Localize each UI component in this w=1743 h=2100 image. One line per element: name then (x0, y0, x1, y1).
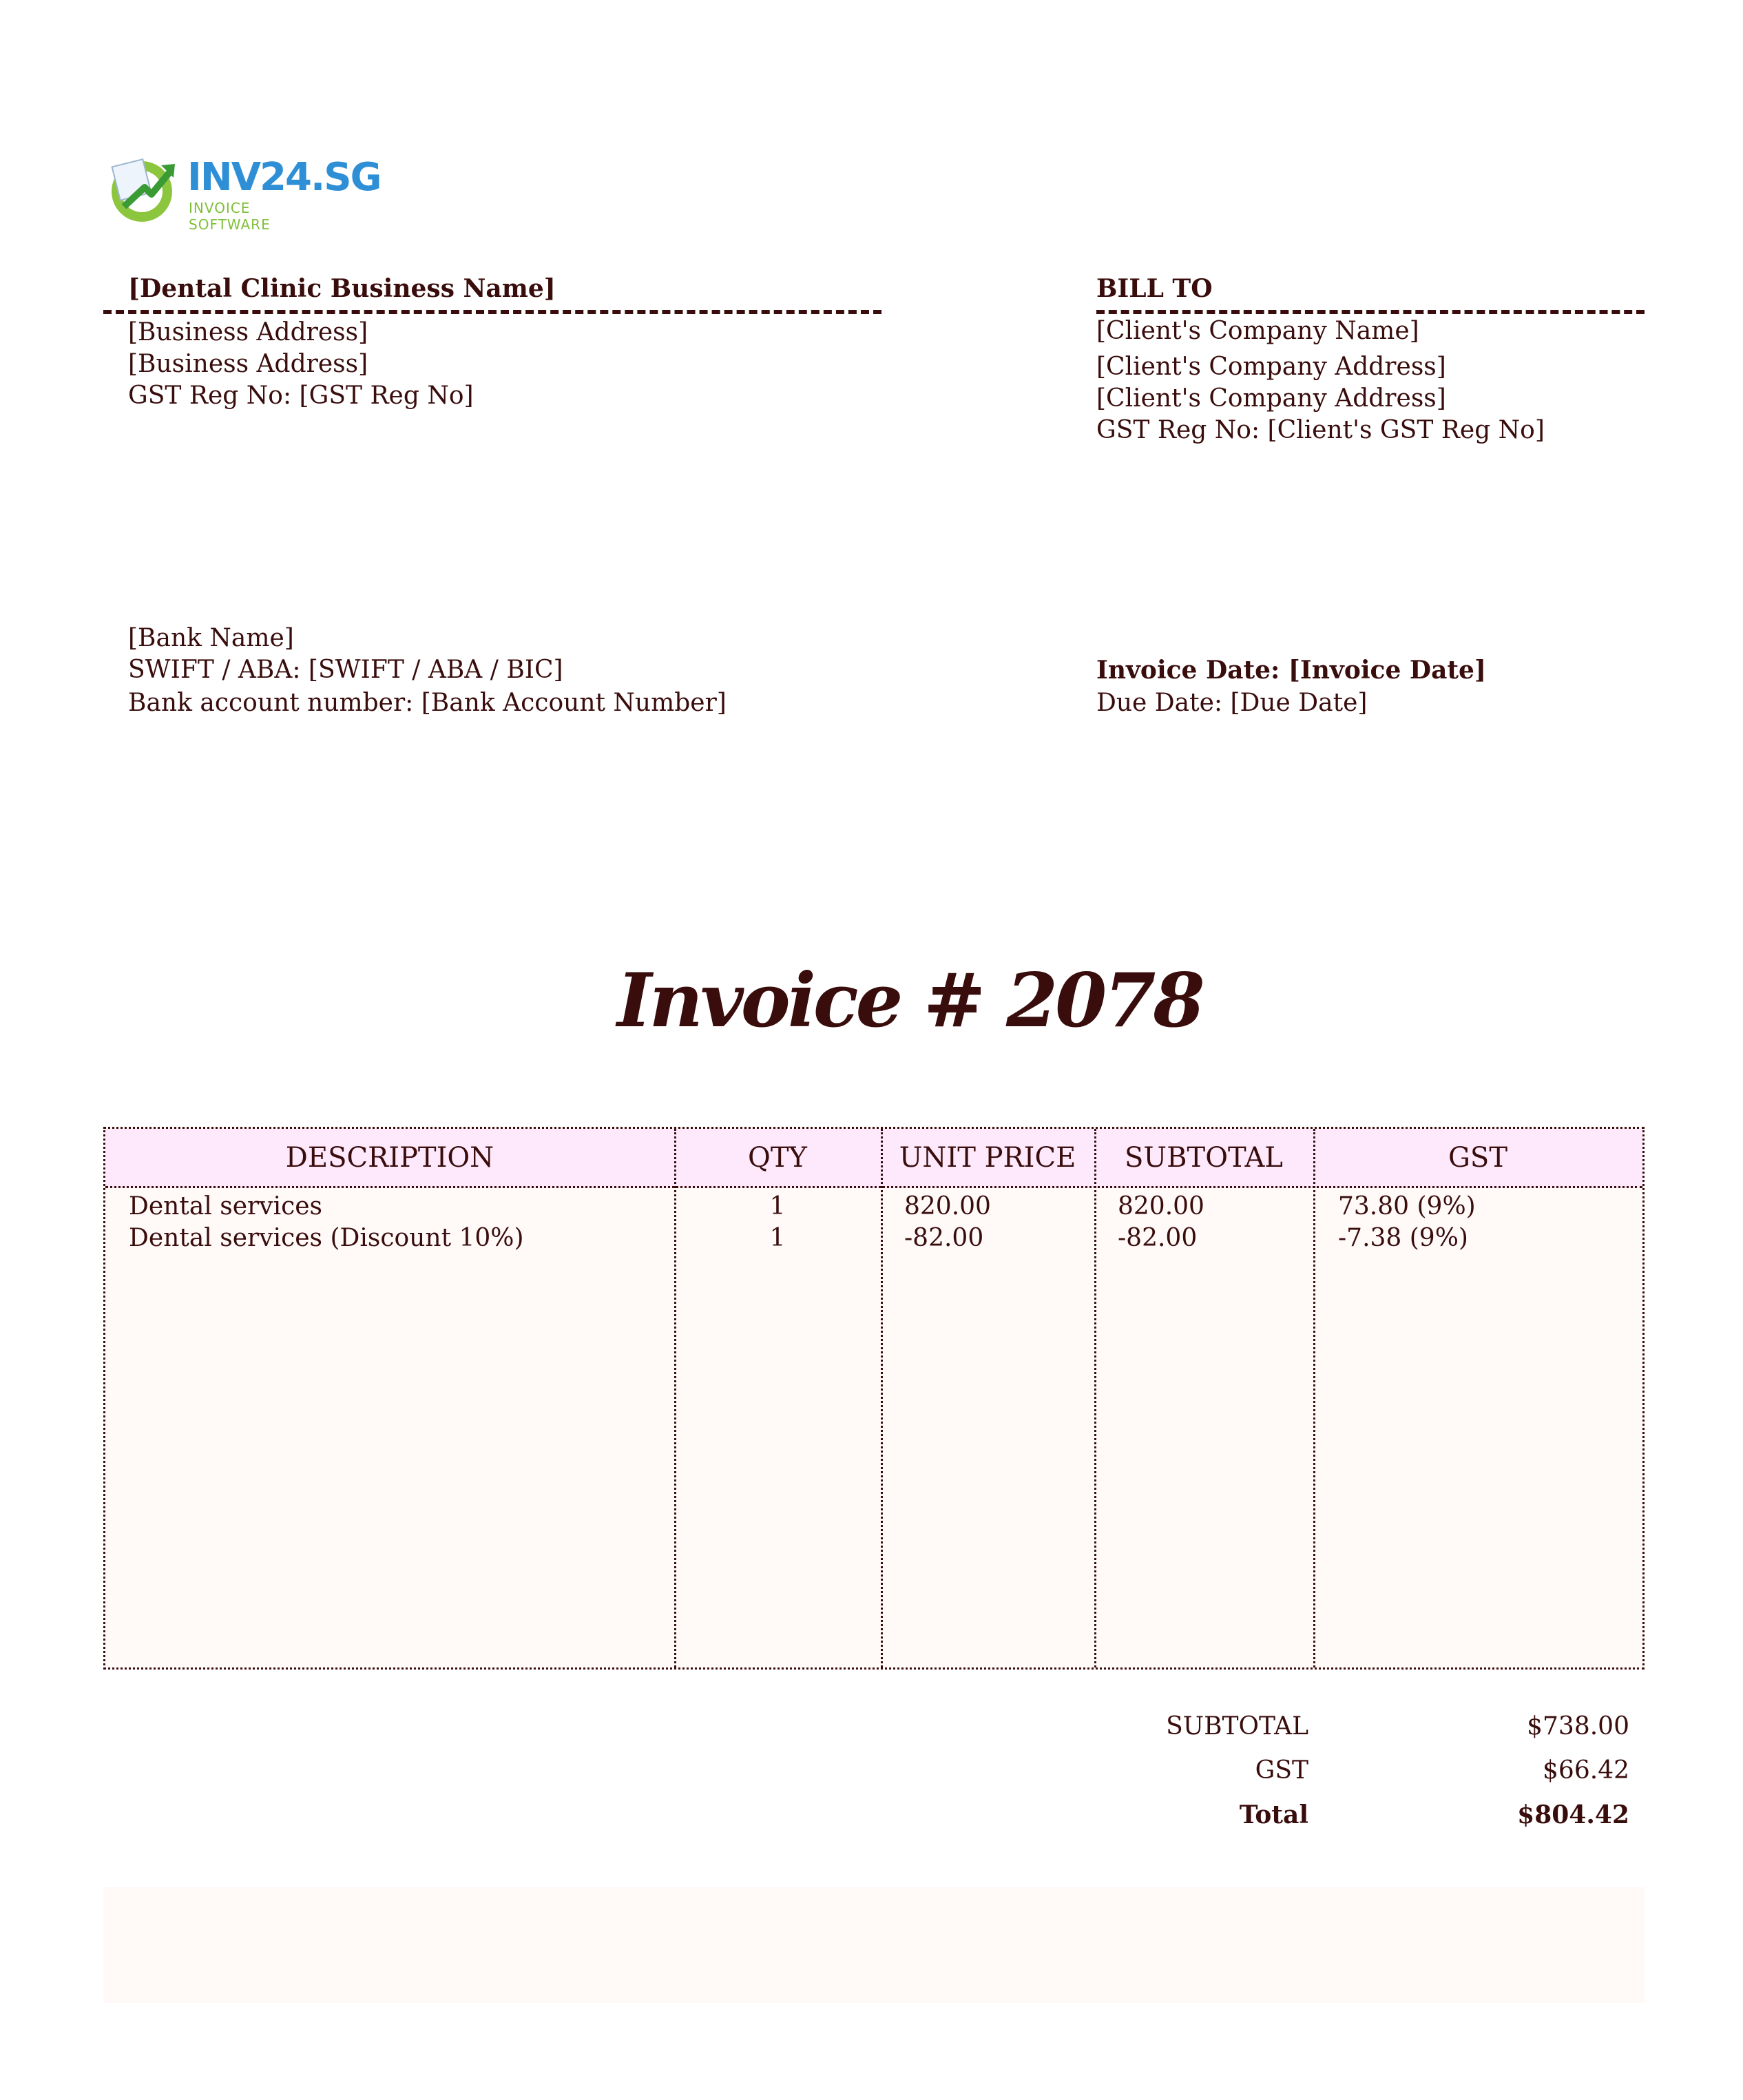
company-logo (106, 150, 381, 233)
header-subtotal: SUBTOTAL (1125, 1142, 1283, 1174)
row-2-subtotal: -82.00 (1118, 1224, 1198, 1252)
bill-to-heading: BILL TO (1096, 274, 1213, 303)
header-description: DESCRIPTION (285, 1142, 494, 1174)
seller-name: [Dental Clinic Business Name] (128, 274, 556, 303)
row-1-qty: 1 (769, 1192, 786, 1220)
invoice-title: Invoice # 2078 (617, 957, 1202, 1044)
gst-total-label: GST (1255, 1756, 1308, 1785)
items-table (103, 1127, 1645, 1670)
invoice-date: Invoice Date: [Invoice Date] (1096, 656, 1486, 685)
bill-to-divider (1096, 310, 1645, 314)
header-qty: QTY (748, 1142, 807, 1174)
client-address-2: [Client's Company Address] (1096, 384, 1446, 413)
bank-account: Bank account number: [Bank Account Number] (128, 689, 727, 717)
logo-wordmark: INV24.SG (187, 155, 381, 200)
client-gst: GST Reg No: [Client's GST Reg No] (1096, 416, 1545, 444)
client-address-1: [Client's Company Address] (1096, 353, 1446, 381)
seller-address-2: [Business Address] (128, 350, 368, 378)
due-date: Due Date: [Due Date] (1096, 689, 1368, 717)
row-2-gst: -7.38 (9%) (1338, 1224, 1468, 1252)
total-value: $804.42 (1517, 1800, 1629, 1829)
gst-total-value: $66.42 (1543, 1756, 1629, 1785)
column-divider (1094, 1129, 1096, 1667)
row-1-unit-price: 820.00 (904, 1192, 991, 1220)
seller-address-1: [Business Address] (128, 318, 368, 346)
row-2-unit-price: -82.00 (904, 1224, 984, 1252)
bank-swift: SWIFT / ABA: [SWIFT / ABA / BIC] (128, 656, 563, 684)
column-divider (1313, 1129, 1315, 1667)
subtotal-label: SUBTOTAL (1166, 1712, 1308, 1740)
bank-name: [Bank Name] (128, 624, 294, 652)
header-gst: GST (1448, 1142, 1508, 1174)
subtotal-value: $738.00 (1527, 1712, 1629, 1740)
client-company-name: [Client's Company Name] (1096, 317, 1419, 345)
row-2-description: Dental services (Discount 10%) (129, 1224, 524, 1252)
table-header-row (105, 1129, 1642, 1188)
header-unit-price: UNIT PRICE (899, 1142, 1076, 1174)
logo-tagline: INVOICE SOFTWARE (189, 200, 271, 233)
row-2-qty: 1 (769, 1224, 786, 1252)
row-1-description: Dental services (129, 1192, 323, 1220)
seller-gst: GST Reg No: [GST Reg No] (128, 382, 474, 410)
column-divider (881, 1129, 883, 1667)
row-1-subtotal: 820.00 (1118, 1192, 1204, 1220)
total-label: Total (1239, 1800, 1308, 1829)
logo-chart-icon (106, 153, 180, 222)
notes-box (103, 1887, 1645, 2003)
seller-divider (103, 310, 881, 314)
row-1-gst: 73.80 (9%) (1338, 1192, 1476, 1220)
